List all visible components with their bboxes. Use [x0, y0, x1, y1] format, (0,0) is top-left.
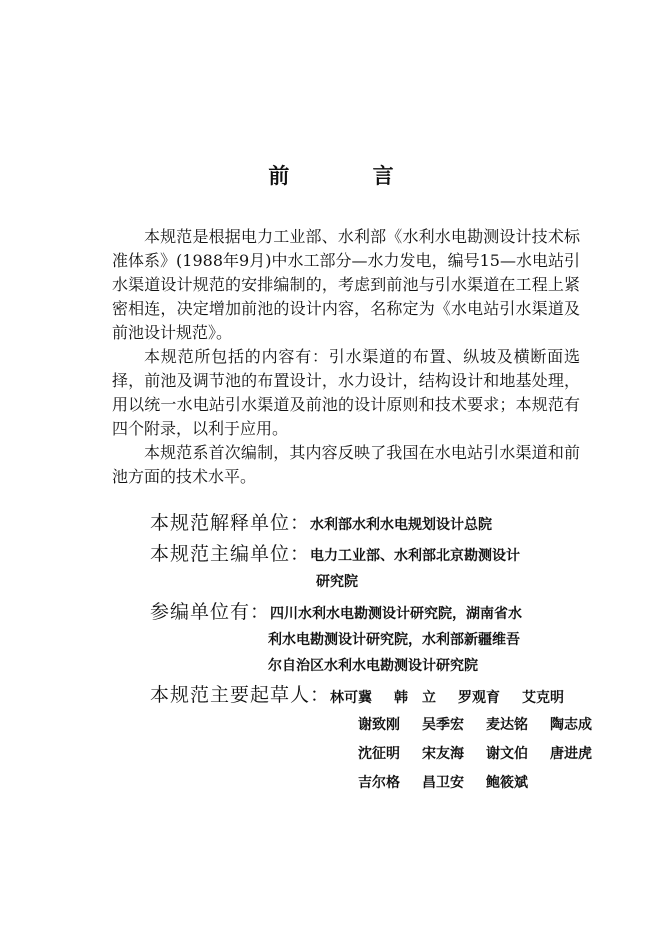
credit-interpretation: [150, 510, 492, 538]
drafter-name: 宋友海: [422, 746, 464, 762]
credit-co-editors-label: 参编单位有：: [150, 601, 271, 623]
page-title: 前 言: [268, 163, 432, 188]
credit-interpretation-label: 本规范解释单位：: [150, 512, 311, 534]
drafter-name: 林可冀: [330, 690, 373, 706]
drafter-name: 谢文伯: [486, 746, 528, 762]
credit-drafters-value: [330, 682, 586, 713]
credit-interpretation-line: 水利部水利水电规划设计总院: [310, 517, 493, 533]
preface-paragraph-2: 本规范所包括的内容有：引水渠道的布置、纵坡及横断面选择，前池及调节池的布置设计，水力设计，结构设计和地基处理，用以统一水电站引水渠道及前池的设计原则和技术要求；本规范有四个附录，以利于应用。: [112, 347, 580, 438]
credit-co-editors-line-3: 尔自治区水利水电勘测设计研究院: [268, 658, 479, 674]
credit-chief-editor-label: 本规范主编单位：: [150, 543, 311, 565]
credit-co-editors-line-2: 利水电勘测设计研究院，水利部新疆维吾: [268, 632, 521, 648]
drafters-continued: [358, 711, 618, 798]
drafter-name: 韩 立: [394, 690, 437, 706]
drafter-name: 罗观育: [458, 690, 501, 706]
drafter-name: 谢致刚: [358, 717, 400, 733]
credit-co-editors-line-1: 四川水利水电勘测设计研究院，湖南省水: [270, 606, 523, 622]
credit-drafters-label: 本规范主要起草人：: [150, 684, 331, 706]
drafter-name: 艾克明: [522, 690, 565, 706]
drafter-name: 沈征明: [358, 746, 400, 762]
credit-co-editors-value: [270, 599, 522, 679]
credit-co-editors: [150, 599, 522, 679]
drafter-name: 吉尔格: [358, 775, 400, 791]
drafter-name: 唐进虎: [550, 746, 592, 762]
drafter-name: 鲍筱斌: [486, 775, 528, 791]
credit-chief-editor-line-1: 电力工业部、水利部北京勘测设计: [310, 548, 521, 564]
preface-paragraph-3: 本规范系首次编制，其内容反映了我国在水电站引水渠道和前池方面的技术水平。: [112, 443, 580, 486]
drafter-name: 麦达铭: [486, 717, 528, 733]
credit-drafters: [150, 682, 586, 713]
drafter-name: 昌卫安: [422, 775, 464, 791]
credit-chief-editor: [150, 541, 520, 595]
credit-interpretation-value: [310, 510, 492, 538]
drafter-name: 陶志成: [550, 717, 592, 733]
credit-chief-editor-value: [310, 541, 520, 595]
drafter-name: 吴季宏: [422, 717, 464, 733]
credit-chief-editor-line-2: 研究院: [316, 574, 359, 590]
preface-paragraph-1: 本规范是根据电力工业部、水利部《水利水电勘测设计技术标准体系》(1988年9月)中水工部分—水力发电，编号15—水电站引水渠道设计规范的安排编制的，考虑到前池与引水渠道在工程上紧密相连，决定增加前池的设计内容，名称定为《水电站引水渠道及前池设计规范》。: [112, 227, 580, 342]
